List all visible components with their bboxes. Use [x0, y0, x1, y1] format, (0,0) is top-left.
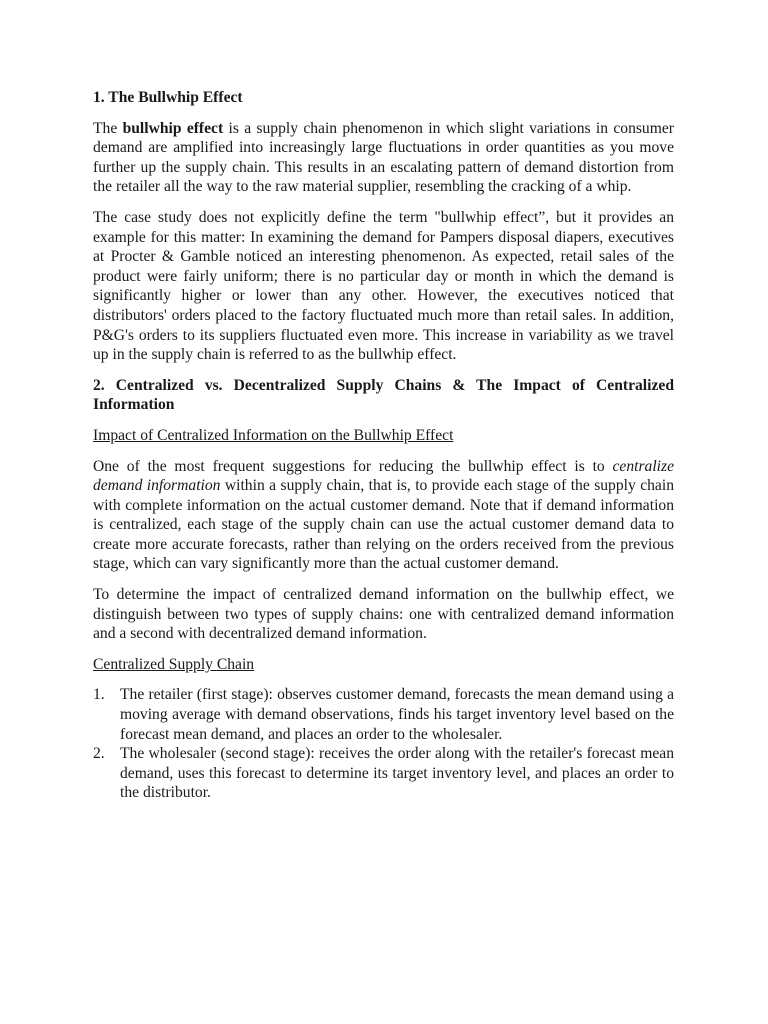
paragraph-rest-text: is a supply chain phenomenon in which slight variations in consumer demand are amplified into increasingly large fluctuations in order quantities as you move further up the supply chain. This results in an escalating pattern of demand distortion from the retailer all the way to the raw material supplier, resembling the cracking of a whip.	[93, 119, 674, 196]
list-item-text: The wholesaler (second stage): receives the order along with the retailer's forecast mean demand, uses this forecast to determine its target inventory level, and places an order to the distributor.	[120, 745, 674, 802]
section-1-heading: 1. The Bullwhip Effect	[93, 89, 243, 106]
italic-term: centralize demand information	[93, 457, 674, 495]
list-item	[93, 685, 674, 744]
centralize-paragraph	[93, 457, 674, 575]
case-study-paragraph: The case study does not explicitly define the term "bullwhip effect”, but it provides an example for this matter: In examining the demand for Pampers disposal diapers, executives at Procter & Gamble noticed an interesting phenomenon. As expected, retail sales of the product were fairly uniform; there is no particular day or month in which the demand is significantly higher or lower than any other. However, the executives noticed that distributors' orders placed to the factory fluctuated much more than retail sales. In addition, P&G's orders to its suppliers fluctuated even more. This increase in variability as we travel up in the supply chain is referred to as the bullwhip effect.	[93, 208, 674, 364]
list-item-number: 2.	[93, 745, 105, 763]
list-item	[93, 744, 674, 803]
paragraph-rest-text: within a supply chain, that is, to provide each stage of the supply chain with complete information on the actual customer demand. Note that if demand information is centralized, each stage of the supply chain can use the actual customer demand data to create more accurate forecasts, rather than relying on the orders received from the previous stage, which can vary significantly more than the actual customer demand.	[93, 477, 674, 573]
paragraph-lead-text: One of the most frequent suggestions for reducing the bullwhip effect is to	[93, 457, 613, 475]
supply-chain-types-paragraph: To determine the impact of centralized demand information on the bullwhip effect, we distinguish between two types of supply chains: one with centralized demand information and a second with decentralized demand information.	[93, 586, 674, 643]
subheading-centralized-supply-chain: Centralized Supply Chain	[93, 655, 255, 673]
paragraph-lead-text: The	[93, 119, 123, 137]
list-item-number: 1.	[93, 686, 105, 704]
section-2-heading: 2. Centralized vs. Decentralized Supply Chains & The Impact of Centralized Information	[93, 376, 674, 414]
list-item-text: The retailer (first stage): observes customer demand, forecasts the mean demand using a moving average with demand observations, finds his target inventory level based on the forecast mean demand, and places an order to the wholesaler.	[120, 686, 674, 743]
bold-term: bullwhip effect	[122, 119, 224, 137]
bullwhip-definition-paragraph	[93, 119, 674, 197]
stages-list	[93, 685, 674, 803]
document-page	[93, 86, 674, 803]
subheading-impact: Impact of Centralized Information on the Bullwhip Effect	[93, 426, 454, 444]
